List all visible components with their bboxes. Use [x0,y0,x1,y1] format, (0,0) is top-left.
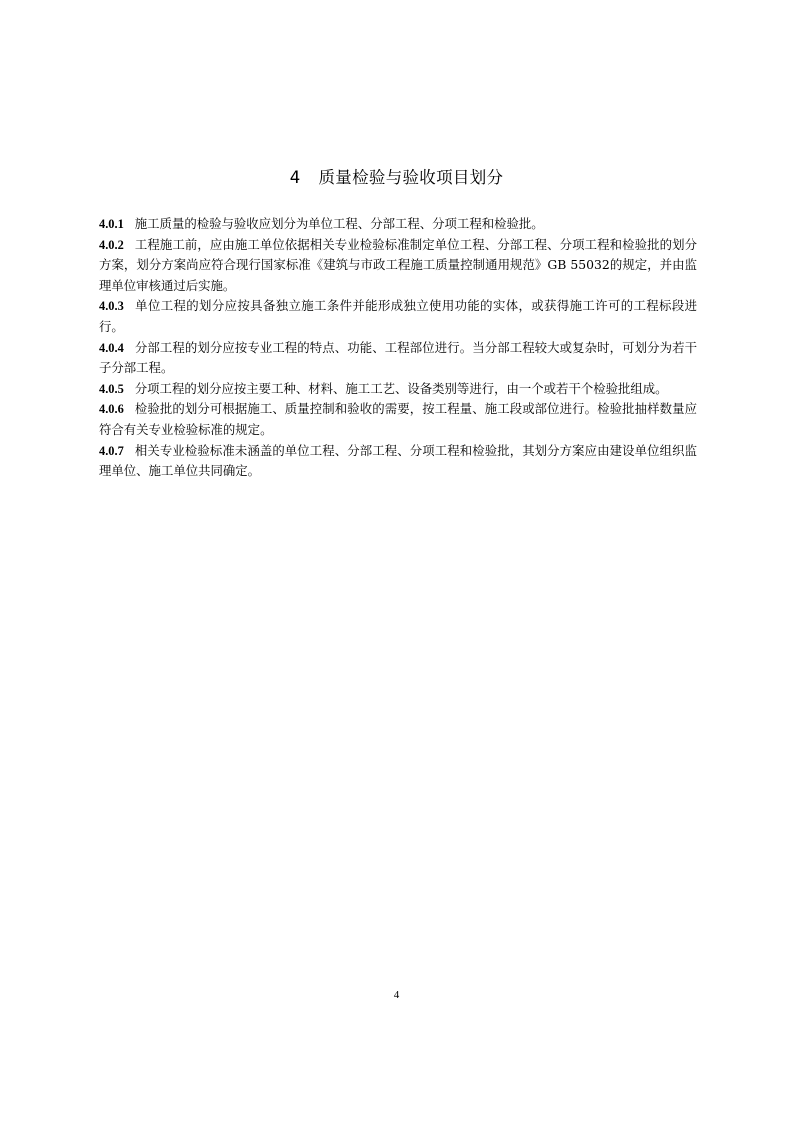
clause-number: 4.0.2 [99,237,124,252]
clause-text: 分部工程的划分应按专业工程的特点、功能、工程部位进行。当分部工程较大或复杂时，可划分为若干子分部工程。 [99,339,697,376]
page-number: 4 [393,989,400,1001]
chapter-number: 4 [289,168,301,187]
chapter-title-text: 质量检验与验收项目划分 [318,168,504,187]
clause-4-0-5 [99,379,697,400]
clause-number: 4.0.6 [99,402,124,417]
chapter-title [0,167,793,189]
clause-number: 4.0.1 [99,217,124,231]
clause-4-0-4 [99,338,697,379]
clause-number: 4.0.4 [99,340,124,355]
clause-text: 工程施工前，应由施工单位依据相关专业检验标准制定单位工程、分部工程、分项工程和检验批的划分方案，划分方案尚应符合现行国家标准《建筑与市政工程施工质量控制通用规范》GB 55032的规定，并由监理单位审核通过后实施。 [99,236,697,293]
clause-list [99,214,697,482]
clause-4-0-1 [99,214,697,235]
clause-4-0-3 [99,296,697,337]
clause-4-0-2 [99,235,697,297]
clause-number: 4.0.5 [99,381,124,396]
clause-number: 4.0.3 [99,299,124,314]
clause-text: 检验批的划分可根据施工、质量控制和验收的需要，按工程量、施工段或部位进行。检验批抽样数量应符合有关专业检验标准的规定。 [99,401,697,437]
clause-text: 分项工程的划分应按主要工种、材料、施工工艺、设备类别等进行，由一个或若干个检验批组成。 [134,380,668,396]
clause-text: 施工质量的检验与验收应划分为单位工程、分部工程、分项工程和检验批。 [134,216,544,231]
clause-number: 4.0.7 [99,443,124,458]
clause-text: 单位工程的划分应按具备独立施工条件并能形成独立使用功能的实体，或获得施工许可的工程标段进行。 [99,298,697,334]
clause-4-0-7 [99,441,697,482]
clause-4-0-6 [99,399,697,440]
clause-text: 相关专业检验标准未涵盖的单位工程、分部工程、分项工程和检验批，其划分方案应由建设单位组织监理单位、施工单位共同确定。 [99,442,697,479]
